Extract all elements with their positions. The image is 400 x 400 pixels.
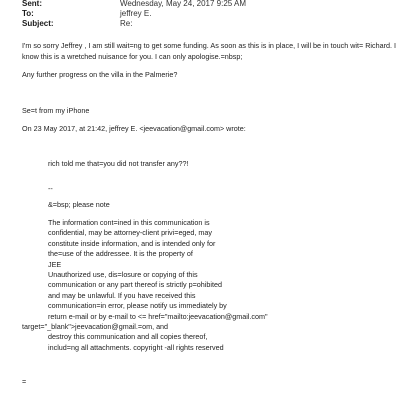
- disclaimer-line: The information cont=ined in this communication is: [48, 218, 210, 227]
- body-para1-line1: I'm so sorry Jeffrey , I am still wait=ng to get some funding. As soon as this is in place, I will be in touch wit= Richard. I: [22, 41, 396, 50]
- disclaimer-block: [22, 218, 388, 353]
- disclaimer-line: constitute inside information, and is intended only for: [48, 238, 216, 248]
- body-para2: Any further progress on the villa in the Palmerie?: [22, 70, 178, 79]
- subject-value: Re:: [120, 19, 133, 28]
- quote-intro: On 23 May 2017, at 21:42, jeffrey E. <jeevacation@gmail.com> wrote:: [22, 124, 246, 133]
- subject-row: [22, 19, 132, 29]
- to-value: jeffrey E.: [120, 9, 152, 18]
- disclaimer-line: destroy this communication and all copies thereof,: [48, 332, 208, 342]
- disclaimer-line: the=use of the addressee. It is the property of: [48, 249, 193, 259]
- quoted-message: rich told me that=you did not transfer any??!: [48, 159, 189, 168]
- sent-row: [22, 0, 246, 9]
- disclaimer-line: Unauthorized use, dis=losure or copying of this: [48, 270, 198, 280]
- trailing-mark: =: [22, 377, 27, 386]
- separator: --: [48, 184, 53, 193]
- disclaimer-line: return e-mail or by e-mail to <= href="mailto:jeevacation@gmail.com": [48, 311, 268, 321]
- sent-value: Wednesday, May 24, 2017 9:25 AM: [120, 0, 247, 8]
- please-note: &=bsp; please note: [48, 200, 110, 209]
- to-label: To:: [22, 9, 34, 18]
- sent-label: Sent:: [22, 0, 42, 8]
- disclaimer-line: confidential, may be attorney-client privi=eged, may: [48, 228, 212, 238]
- disclaimer-line: JEE: [48, 259, 62, 269]
- disclaimer-line: includ=ng all attachments. copyright -all rights reserved: [48, 342, 224, 352]
- body-para1-line2: know this is a wretched nuisance for you. I can only apologise.=nbsp;: [22, 52, 243, 61]
- to-row: [22, 9, 151, 19]
- disclaimer-line: and may be unlawful. If you have received this: [48, 290, 196, 300]
- disclaimer-line: communication or any part thereof is strictly p=ohibited: [48, 280, 222, 290]
- signature: Se=t from my iPhone: [22, 106, 90, 115]
- disclaimer-line: communication=in error, please notify us immediately by: [48, 301, 227, 311]
- disclaimer-line: target="_blank">jeevacation@gmail.=om, and: [22, 322, 169, 332]
- subject-label: Subject:: [22, 19, 54, 28]
